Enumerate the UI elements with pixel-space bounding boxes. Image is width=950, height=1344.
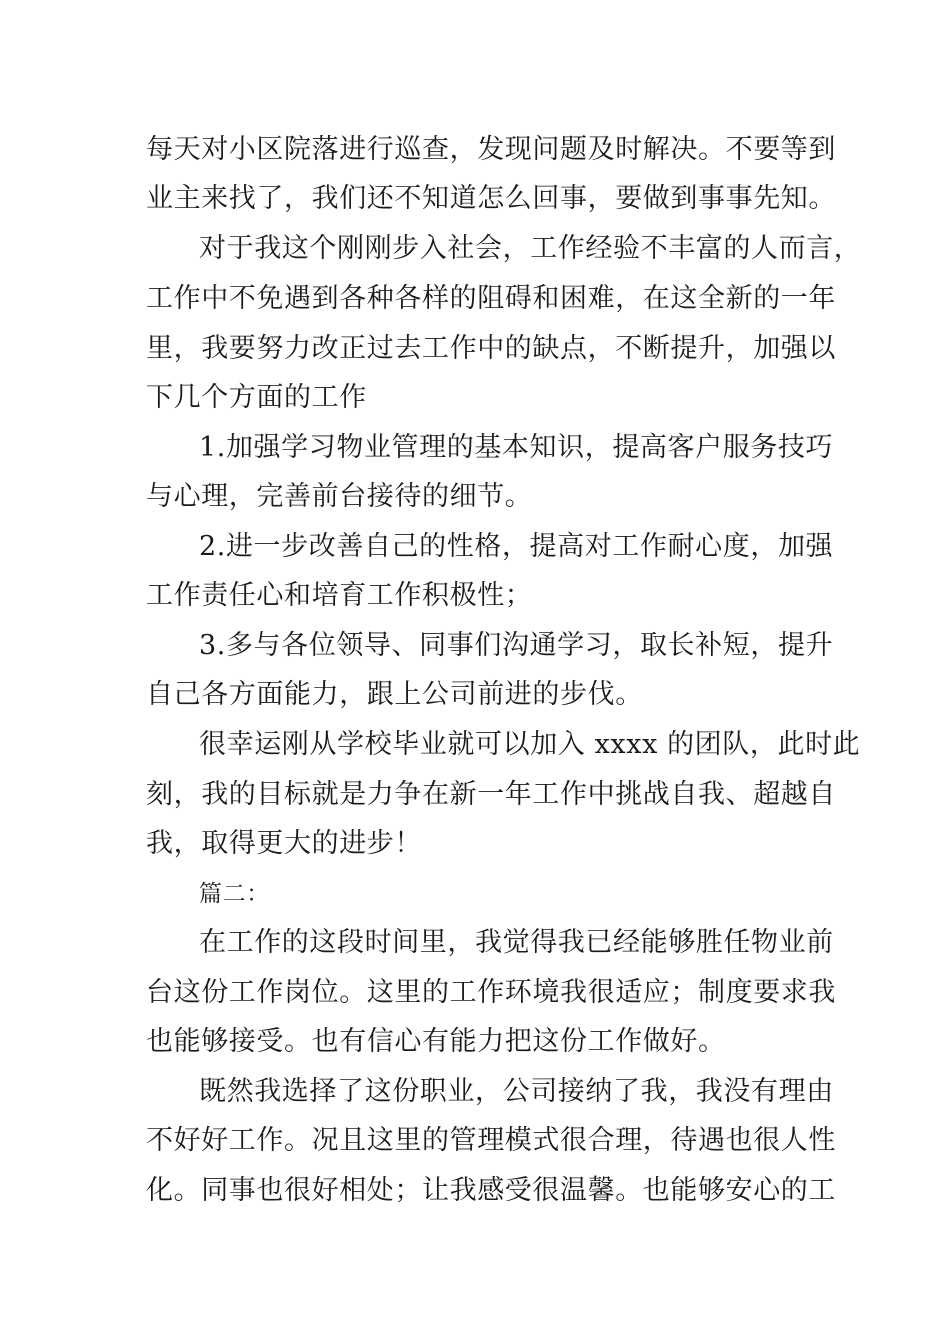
text-line: 工作责任心和培育工作积极性； <box>146 580 533 611</box>
list-item-first-line: 3.多与各位领导、同事们沟通学习，取长补短，提升 <box>199 630 834 661</box>
text-line: 工作中不免遇到各种各样的阻碍和困难，在这全新的一年 <box>146 283 836 314</box>
text-line: 与心理，完善前台接待的细节。 <box>146 481 533 512</box>
list-item-first-line: 1.加强学习物业管理的基本知识，提高客户服务技巧 <box>199 432 834 463</box>
text-line: 不好好工作。况且这里的管理模式很合理，待遇也很人性 <box>146 1125 836 1156</box>
text-line: 刻，我的目标就是力争在新一年工作中挑战自我、超越自 <box>146 779 836 810</box>
text-line: 也能够接受。也有信心有能力把这份工作做好。 <box>146 1026 726 1057</box>
list-item-first-line: 2.进一步改善自己的性格，提高对工作耐心度，加强 <box>199 531 834 562</box>
section-heading: 篇二： <box>199 881 270 907</box>
text-line: 化。同事也很好相处；让我感受很温馨。也能够安心的工 <box>146 1175 836 1206</box>
text-line: 每天对小区院落进行巡查，发现问题及时解决。不要等到 <box>146 134 836 165</box>
text-line: 业主来找了，我们还不知道怎么回事，要做到事事先知。 <box>146 183 836 214</box>
paragraph-first-line: 很幸运刚从学校毕业就可以加入 xxxx 的团队，此时此 <box>199 729 861 760</box>
text-line: 自己各方面能力，跟上公司前进的步伐。 <box>146 679 643 710</box>
text-line: 下几个方面的工作 <box>146 382 367 413</box>
paragraph-first-line: 在工作的这段时间里，我觉得我已经能够胜任物业前 <box>199 927 834 958</box>
paragraph-first-line: 既然我选择了这份职业，公司接纳了我，我没有理由 <box>199 1076 834 1107</box>
text-line: 台这份工作岗位。这里的工作环境我很适应；制度要求我 <box>146 977 836 1008</box>
text-line: 里，我要努力改正过去工作中的缺点，不断提升，加强以 <box>146 333 836 364</box>
paragraph-first-line: 对于我这个刚刚步入社会，工作经验不丰富的人而言， <box>199 233 862 264</box>
text-line: 我，取得更大的进步！ <box>146 828 422 859</box>
